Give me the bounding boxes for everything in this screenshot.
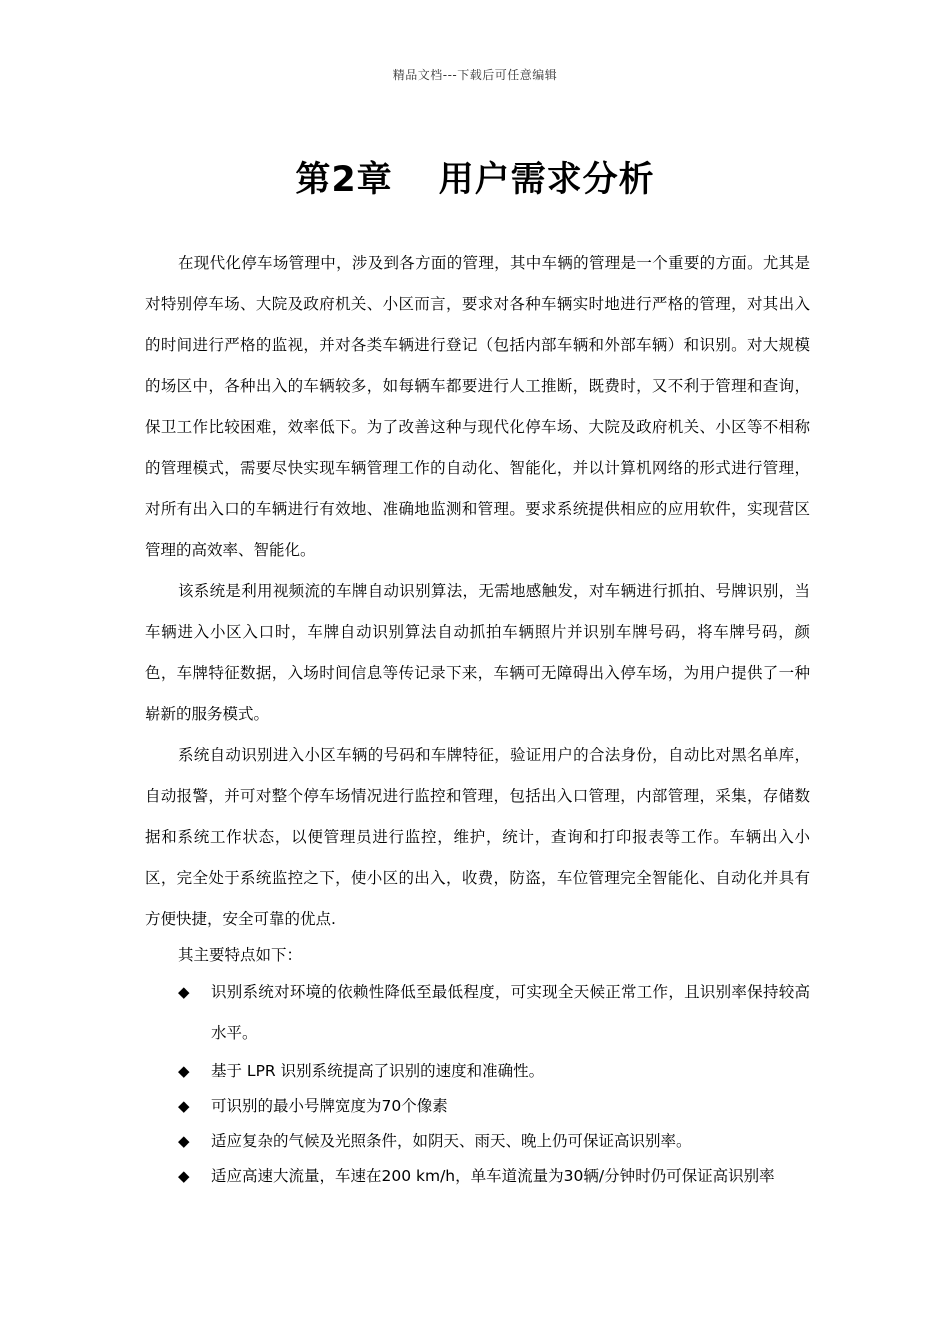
feature-text: 可识别的最小号牌宽度为70个像素 — [211, 1097, 448, 1115]
diamond-bullet-icon: ◆ — [178, 1167, 190, 1185]
feature-item — [145, 1159, 810, 1194]
diamond-bullet-icon: ◆ — [178, 1097, 190, 1115]
feature-text: 基于 LPR 识别系统提高了识别的速度和准确性。 — [211, 1062, 545, 1080]
feature-text: 识别系统对环境的依赖性降低至最低程度，可实现全天候正常工作，且识别率保持较高水平。 — [211, 983, 810, 1042]
chapter-title — [0, 152, 950, 202]
paragraph-functions: 系统自动识别进入小区车辆的号码和车牌特征，验证用户的合法身份，自动比对黑名单库，自动报警，并可对整个停车场情况进行监控和管理，包括出入口管理，内部管理，采集，存储数据和系统工作状态，以便管理员进行监控，维护，统计，查询和打印报表等工作。车辆出入小区，完全处于系统监控之下，使小区的出入，收费，防盗，车位管理完全智能化、自动化并具有方便快捷，安全可靠的优点. — [145, 746, 810, 928]
document-body — [145, 243, 810, 1194]
feature-text: 适应复杂的气候及光照条件，如阴天、雨天、晚上仍可保证高识别率。 — [211, 1132, 692, 1150]
page-header: 精品文档---下载后可任意编辑 — [392, 68, 558, 82]
diamond-bullet-icon: ◆ — [178, 983, 190, 1001]
paragraph-system: 该系统是利用视频流的车牌自动识别算法，无需地感触发，对车辆进行抓拍、号牌识别，当车辆进入小区入口时，车牌自动识别算法自动抓拍车辆照片并识别车牌号码，将车牌号码，颜色，车牌特征数据，入场时间信息等传记录下来，车辆可无障碍出入停车场，为用户提供了一种崭新的服务模式。 — [145, 582, 810, 723]
chapter-number: 第2章 — [295, 160, 393, 200]
feature-text: 适应高速大流量，车速在200 km/h，单车道流量为30辆/分钟时仍可保证高识别率 — [211, 1167, 775, 1185]
feature-item — [145, 1089, 810, 1124]
feature-list — [145, 972, 810, 1194]
diamond-bullet-icon: ◆ — [178, 1132, 190, 1150]
diamond-bullet-icon: ◆ — [178, 1062, 190, 1080]
chapter-name: 用户需求分析 — [438, 160, 655, 200]
feature-item — [145, 1054, 810, 1089]
paragraph-intro: 在现代化停车场管理中，涉及到各方面的管理，其中车辆的管理是一个重要的方面。尤其是对特别停车场、大院及政府机关、小区而言，要求对各种车辆实时地进行严格的管理，对其出入的时间进行严格的监视，并对各类车辆进行登记（包括内部车辆和外部车辆）和识别。对大规模的场区中，各种出入的车辆较多，如每辆车都要进行人工推断，既费时，又不利于管理和查询，保卫工作比较困难，效率低下。为了改善这种与现代化停车场、大院及政府机关、小区等不相称的管理模式，需要尽快实现车辆管理工作的自动化、智能化，并以计算机网络的形式进行管理，对所有出入口的车辆进行有效地、准确地监测和管理。要求系统提供相应的应用软件，实现营区管理的高效率、智能化。 — [145, 254, 810, 559]
feature-item — [145, 972, 810, 1054]
feature-item — [145, 1124, 810, 1159]
features-lead: 其主要特点如下： — [178, 946, 303, 964]
